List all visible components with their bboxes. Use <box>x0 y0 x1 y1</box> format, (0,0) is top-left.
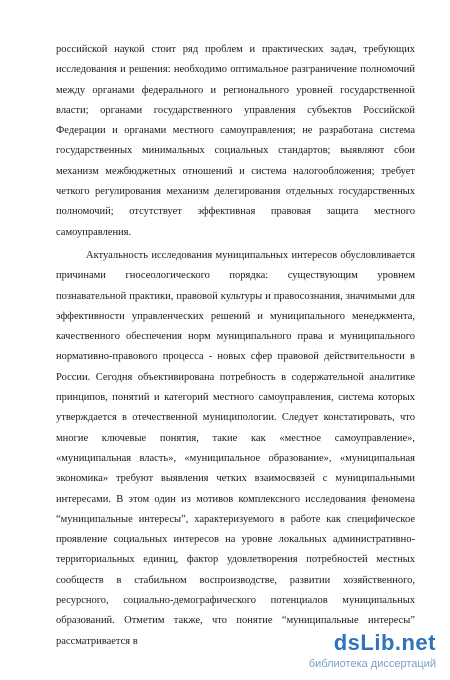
watermark-logo: dsLib.net <box>333 630 436 655</box>
watermark-subtitle: библиотека диссертаций <box>308 658 436 670</box>
watermark <box>274 630 444 674</box>
paragraph-2: Актуальность исследования муниципальных интересов обусловливается причинами гносеологического порядка: существующим уровнем познавательной практики, правовой культуры и правосознания, значимыми для эффективности управленческих решений и муниципального менеджмента, качественного обеспечения норм муниципального права и муниципального нормативно-правового процесса - новых сфер правовой действительности в России. Сегодня объективирована потребность в содержательной аналитике принципов, понятий и категорий местного самоуправления, система которых утверждается в отечественной муниципологии. Следует констатировать, что многие ключевые понятия, такие как «местное самоуправление», «муниципальная власть», «муниципальное образование», «муниципальная экономика» требуют выявления четких взаимосвязей с муниципальными интересами. В этом один из мотивов комплексного исследования феномена “муниципальные интересы”, характеризуемого в работе как специфическое проявление социальных интересов на уровне локальных административно-территориальных единиц, фактор удовлетворения потребностей местных сообществ в стабильном воспроизводстве, развитии хозяйственного, ресурсного, социально-демографического потенциалов муниципальных образований. Отметим также, что понятие “муниципальные интересы” рассматривается в <box>56 249 415 647</box>
paragraph-1: российской наукой стоит ряд проблем и практических задач, требующих исследования и решения: необходимо оптимальное разграничение полномочий между органами федерального и регионального уровней государственной власти; органами государственного управления субъектов Российской Федерации и органами местного самоуправления; не разработана система государственных минимальных социальных стандартов; выявляют сбои механизм межбюджетных отношений и система налогообложения; требует четкого регулирования механизм делегирования отдельных государственных полномочий; отсутствует эффективная правовая защита местного самоуправления. <box>56 44 415 238</box>
document-body <box>56 40 415 652</box>
